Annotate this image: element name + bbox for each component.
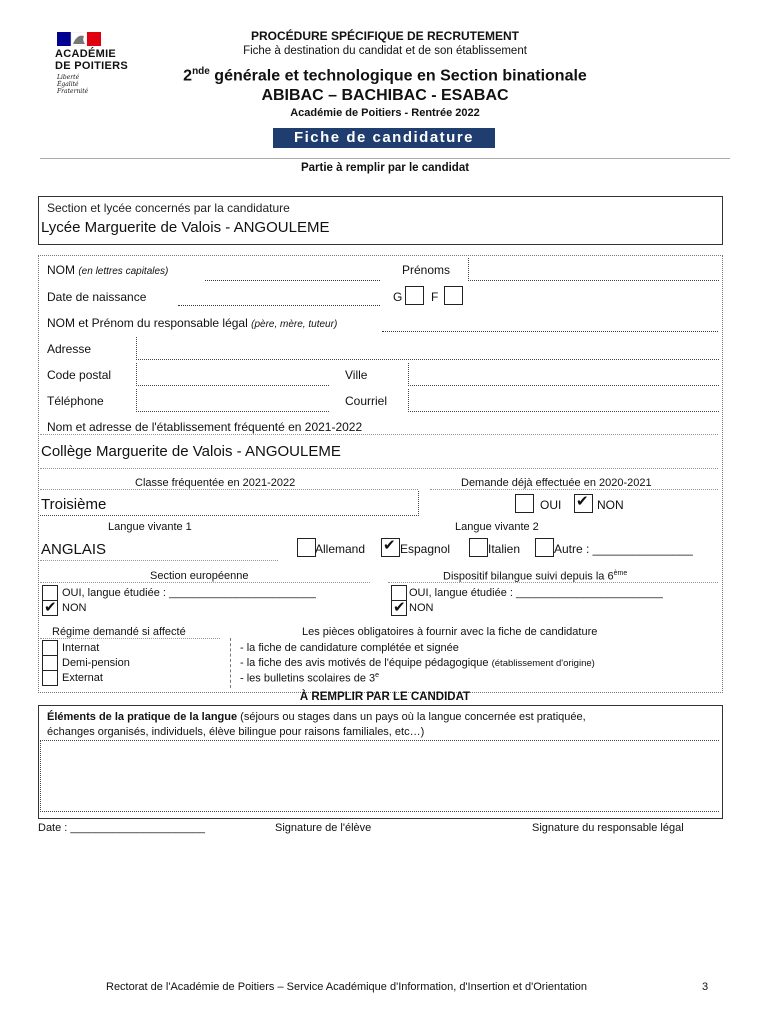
demande-oui-checkbox[interactable] bbox=[515, 494, 534, 513]
italien-checkbox[interactable] bbox=[469, 538, 488, 557]
main-title bbox=[0, 66, 770, 85]
euro-oui-label: OUI, langue étudiée : ________________________ bbox=[62, 587, 316, 599]
dispositif-sup: ème bbox=[613, 570, 628, 577]
autre-label: Autre : _______________ bbox=[554, 542, 693, 556]
nom-hint: (en lettres capitales) bbox=[78, 266, 169, 277]
classe-label: Classe fréquentée en 2021-2022 bbox=[135, 477, 296, 489]
italien-label: Italien bbox=[488, 542, 521, 556]
section-label: Section et lycée concernés par la candidature bbox=[47, 201, 290, 215]
dispositif-text: Dispositif bilangue suivi depuis la 6 bbox=[443, 570, 614, 583]
dispositif-label bbox=[443, 570, 627, 583]
piece3-text: - les bulletins scolaires de 3 bbox=[240, 672, 376, 685]
regime-divider bbox=[230, 638, 231, 688]
f-label: F bbox=[431, 290, 439, 304]
main-title-sup: nde bbox=[192, 66, 210, 77]
lv1-label: Langue vivante 1 bbox=[108, 521, 192, 533]
dispositif-underline bbox=[388, 582, 718, 583]
pieces-label: Les pièces obligatoires à fournir avec la fiche de candidature bbox=[302, 626, 598, 638]
piece2 bbox=[240, 657, 595, 669]
demande-underline bbox=[430, 489, 718, 490]
piece2-text: - la fiche des avis motivés de l'équipe pédagogique bbox=[240, 657, 489, 669]
courriel-label: Courriel bbox=[345, 394, 388, 408]
nom-label-text: NOM bbox=[47, 263, 75, 277]
logo-line1: ACADÉMIE bbox=[55, 48, 117, 60]
euro-non-label: NON bbox=[62, 602, 87, 614]
piece1: - la fiche de candidature complétée et signée bbox=[240, 642, 459, 654]
externat-label: Externat bbox=[62, 672, 103, 684]
prenoms-label: Prénoms bbox=[402, 263, 451, 277]
regime-label: Régime demandé si affecté bbox=[52, 626, 186, 638]
logo-motto3: Fraternité bbox=[57, 88, 89, 95]
adresse-label: Adresse bbox=[47, 342, 92, 356]
tel-field[interactable] bbox=[136, 389, 329, 412]
demi-label: Demi-pension bbox=[62, 657, 130, 669]
section-euro-label: Section européenne bbox=[150, 570, 249, 582]
regime-underline bbox=[40, 638, 220, 639]
demi-checkbox[interactable] bbox=[42, 655, 58, 671]
elements-bold: Éléments de la pratique de la langue bbox=[47, 711, 238, 723]
bilangue-non-checkbox[interactable] bbox=[391, 600, 407, 616]
allemand-checkbox[interactable] bbox=[297, 538, 316, 557]
partie-divider bbox=[40, 158, 730, 159]
prenoms-field[interactable] bbox=[468, 258, 719, 281]
etab-value[interactable]: Collège Marguerite de Valois - ANGOULEME bbox=[41, 443, 341, 460]
bilangue-non-label: NON bbox=[409, 602, 434, 614]
externat-checkbox[interactable] bbox=[42, 670, 58, 686]
cp-label: Code postal bbox=[47, 368, 112, 382]
cp-field[interactable] bbox=[136, 363, 329, 386]
internat-label: Internat bbox=[62, 642, 100, 654]
allemand-label: Allemand bbox=[315, 542, 366, 556]
classe-label-underline bbox=[40, 489, 418, 490]
euro-non-checkbox[interactable] bbox=[42, 600, 58, 616]
demande-label: Demande déjà effectuée en 2020-2021 bbox=[461, 477, 652, 489]
main-title-text: générale et technologique en Section binationale bbox=[209, 67, 587, 85]
piece3 bbox=[240, 672, 379, 685]
adresse-field[interactable] bbox=[136, 337, 719, 360]
signature-eleve[interactable]: Signature de l'élève bbox=[275, 822, 372, 834]
elements-field[interactable] bbox=[40, 740, 719, 812]
autre-checkbox[interactable] bbox=[535, 538, 554, 557]
dob-field[interactable] bbox=[178, 305, 380, 306]
etab-label-underline bbox=[40, 434, 718, 435]
logo-line2: DE POITIERS bbox=[55, 60, 128, 72]
page-number: 3 bbox=[702, 981, 709, 993]
nom-label bbox=[47, 263, 168, 277]
courriel-field[interactable] bbox=[408, 389, 719, 412]
bilangue-oui-label: OUI, langue étudiée : ________________________ bbox=[409, 587, 663, 599]
elements-rest: (séjours ou stages dans un pays où la langue concernée est pratiquée, bbox=[237, 711, 586, 723]
etab-field-underline bbox=[40, 468, 718, 469]
partie-heading: Partie à remplir par le candidat bbox=[300, 162, 470, 174]
elements-line1 bbox=[47, 711, 586, 723]
procedure-title: PROCÉDURE SPÉCIFIQUE DE RECRUTEMENT bbox=[250, 29, 520, 43]
resp-label-text: NOM et Prénom du responsable légal bbox=[47, 316, 248, 330]
date-field[interactable]: Date : ______________________ bbox=[38, 822, 205, 834]
section-euro-underline bbox=[40, 582, 370, 583]
espagnol-label: Espagnol bbox=[400, 542, 451, 556]
signature-responsable[interactable]: Signature du responsable légal bbox=[532, 822, 684, 834]
section-value[interactable]: Lycée Marguerite de Valois - ANGOULEME bbox=[41, 219, 330, 236]
etab-label: Nom et adresse de l'établissement fréquenté en 2021-2022 bbox=[47, 420, 363, 434]
g-label: G bbox=[393, 290, 403, 304]
ville-label: Ville bbox=[345, 368, 368, 382]
internat-checkbox[interactable] bbox=[42, 640, 58, 656]
resp-hint: (père, mère, tuteur) bbox=[251, 319, 338, 330]
fiche-banner: Fiche de candidature bbox=[273, 128, 495, 148]
candidat-heading: À REMPLIR PAR LE CANDIDAT bbox=[299, 691, 471, 703]
lv1-underline bbox=[40, 560, 278, 561]
espagnol-checkbox[interactable] bbox=[381, 538, 400, 557]
demande-non-label: NON bbox=[597, 498, 624, 512]
classe-value[interactable]: Troisième bbox=[41, 496, 107, 513]
f-checkbox[interactable] bbox=[444, 286, 463, 305]
resp-label bbox=[47, 316, 337, 330]
footer-text: Rectorat de l'Académie de Poitiers – Service Académique d'Information, d'Insertion et d'Orientation bbox=[106, 981, 588, 993]
piece3-sup: e bbox=[375, 672, 380, 679]
tel-label: Téléphone bbox=[47, 394, 104, 408]
lv2-label: Langue vivante 2 bbox=[455, 521, 539, 533]
piece2-small: (établissement d'origine) bbox=[491, 658, 595, 669]
demande-non-checkbox[interactable] bbox=[574, 494, 593, 513]
sections-title: ABIBAC – BACHIBAC - ESABAC bbox=[261, 87, 509, 104]
logo-motto2: Égalité bbox=[57, 81, 79, 88]
procedure-subtitle: Fiche à destination du candidat et de son établissement bbox=[243, 45, 527, 57]
lv1-value[interactable]: ANGLAIS bbox=[41, 541, 107, 558]
nom-field[interactable] bbox=[205, 280, 380, 281]
g-checkbox[interactable] bbox=[405, 286, 424, 305]
demande-oui-label: OUI bbox=[540, 498, 562, 512]
ville-field[interactable] bbox=[408, 363, 719, 386]
main-title-number: 2 bbox=[183, 67, 193, 85]
dob-label: Date de naissance bbox=[47, 290, 147, 304]
elements-line2: échanges organisés, individuels, élève bilingue pour raisons familiales, etc…) bbox=[47, 726, 425, 738]
logo-motto1: Liberté bbox=[57, 74, 80, 81]
academy-year: Académie de Poitiers - Rentrée 2022 bbox=[290, 107, 480, 119]
resp-field[interactable] bbox=[382, 331, 718, 332]
